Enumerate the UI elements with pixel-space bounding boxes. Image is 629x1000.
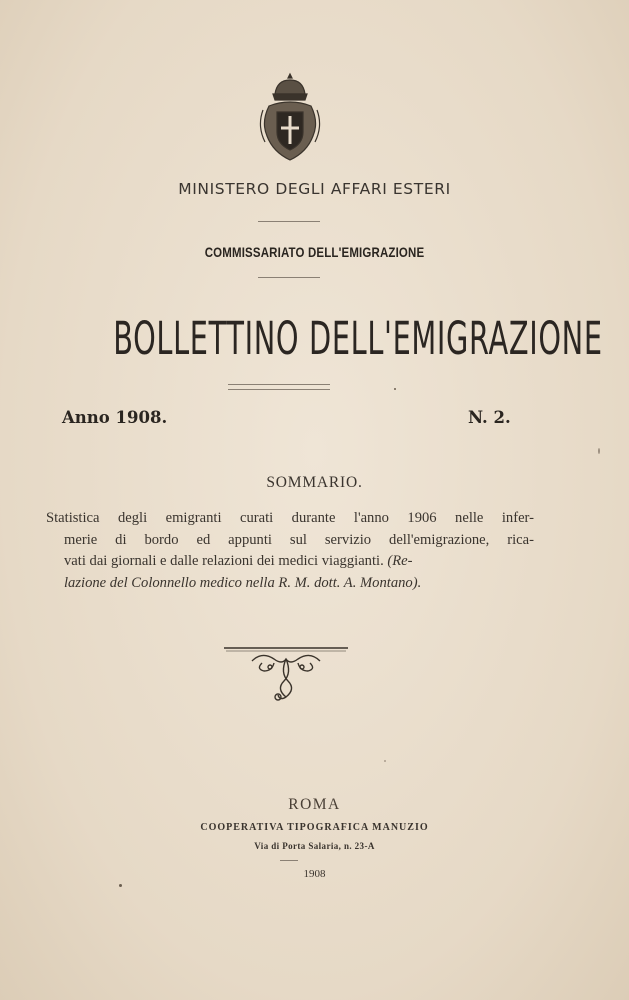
summary-line-italic: (Re- — [387, 553, 413, 569]
ministry-heading: MINISTERO DEGLI AFFARI ESTERI — [178, 180, 451, 198]
divider — [280, 860, 298, 861]
summary-line: lazione del Colonnello medico nella R. M. dott. A. Montano). — [64, 574, 422, 591]
double-rule — [228, 384, 330, 390]
summary-line: Statistica degli emigranti curati durante l'anno 1906 nelle infer- — [46, 510, 534, 526]
divider — [258, 221, 320, 222]
page-title: BOLLETTINO DELL'EMIGRAZIONE — [113, 312, 603, 365]
imprint-publisher: COOPERATIVA TIPOGRAFICA MANUZIO — [200, 822, 429, 833]
paper-speck — [384, 760, 386, 762]
royal-crest-icon — [255, 72, 325, 164]
imprint-year: 1908 — [303, 868, 326, 880]
divider — [258, 277, 320, 278]
paper-speck — [598, 448, 600, 454]
ornament-flourish-icon — [222, 645, 350, 707]
issue-number: N. 2. — [468, 408, 511, 427]
imprint-address: Via di Porta Salaria, n. 23-A — [254, 841, 375, 851]
paper-speck — [394, 388, 396, 390]
imprint-city: ROMA — [288, 796, 341, 813]
paper-speck — [119, 884, 122, 887]
commissariato-heading: COMMISSARIATO DELL'EMIGRAZIONE — [204, 244, 425, 260]
summary-heading: SOMMARIO. — [266, 474, 363, 491]
summary-text — [46, 508, 534, 594]
summary-line-part: vati dai giornali e dalle relazioni dei medici viaggianti. — [64, 553, 384, 569]
issue-year: Anno 1908. — [62, 408, 168, 427]
summary-line — [46, 551, 534, 573]
summary-line: merie di bordo ed appunti sul servizio dell'emigrazione, rica- — [64, 531, 534, 548]
